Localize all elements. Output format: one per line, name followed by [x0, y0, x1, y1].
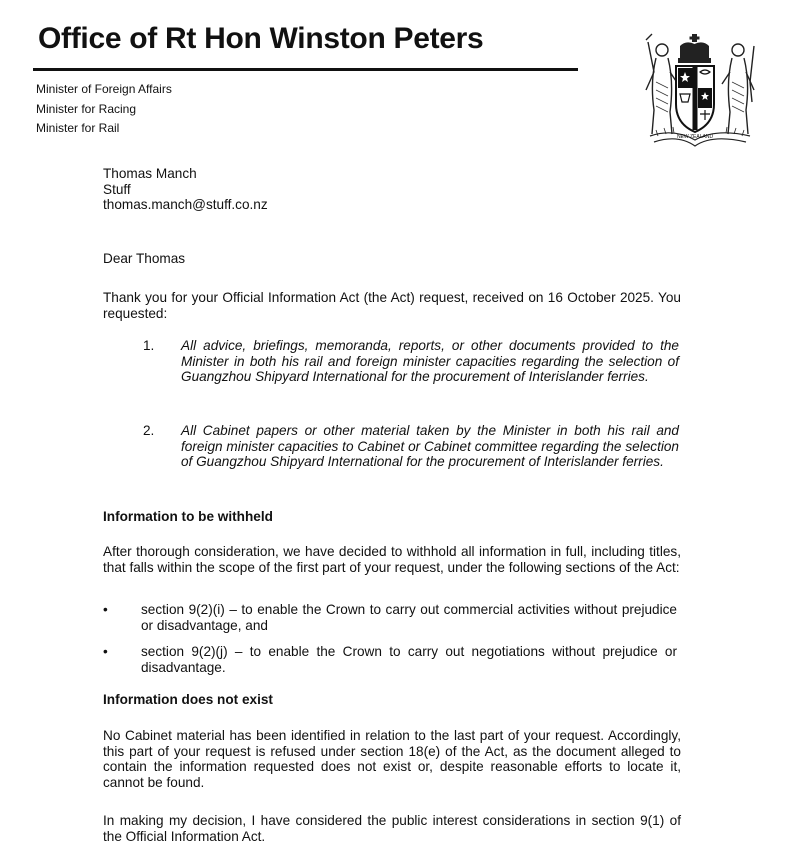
role-foreign-affairs: Minister of Foreign Affairs: [36, 82, 172, 96]
withheld-heading: Information to be withheld: [103, 509, 273, 524]
not-exist-heading: Information does not exist: [103, 692, 273, 707]
bullet-icon: •: [103, 644, 108, 659]
bullet-text: section 9(2)(i) – to enable the Crown to carry out commercial activities without prejudice or disadvantage, and: [141, 602, 677, 633]
role-rail: Minister for Rail: [36, 121, 120, 135]
intro-paragraph: Thank you for your Official Information Act (the Act) request, received on 16 October 2025. You requested:: [103, 290, 681, 321]
title-underline: [33, 68, 578, 71]
role-racing: Minister for Racing: [36, 101, 137, 116]
recipient-name: Thomas Manch: [103, 166, 197, 181]
minister-roles: [36, 80, 172, 139]
not-exist-paragraph: No Cabinet material has been identified in relation to the last part of your request. Accordingly, this part of your request is refused under section 18(e) of the Act, as the document alleged to contain the information requested does not exist or, despite reasonable efforts to locate it, cannot be found.: [103, 728, 681, 790]
request-text: All Cabinet papers or other material taken by the Minister in both his rail and foreign minister capacities to Cabinet or Cabinet committee regarding the selection of Guangzhou Shipyard International for the procurement of Interislander ferries.: [181, 423, 679, 470]
request-text: All advice, briefings, memoranda, reports, or other documents provided to the Minister in both his rail and foreign minister capacities regarding the selection of Guangzhou Shipyard International for the procurement of Interislander ferries.: [181, 338, 679, 385]
bullet-icon: •: [103, 602, 108, 617]
nz-coat-of-arms-icon: [634, 32, 766, 156]
recipient-block: [103, 166, 681, 213]
office-title: Office of Rt Hon Winston Peters: [38, 22, 484, 55]
public-interest-paragraph: In making my decision, I have considered the public interest considerations in section 9(1) of the Official Information Act.: [103, 813, 681, 844]
recipient-email: thomas.manch@stuff.co.nz: [103, 197, 268, 213]
bullet-text: section 9(2)(j) – to enable the Crown to carry out negotiations without prejudice or disadvantage.: [141, 644, 677, 675]
salutation: Dear Thomas: [103, 251, 186, 266]
recipient-organisation: Stuff: [103, 181, 131, 197]
request-number: 2.: [143, 423, 155, 438]
crest-motto: NEW ZEALAND: [676, 134, 714, 140]
withheld-paragraph: After thorough consideration, we have decided to withhold all information in full, including titles, that falls within the scope of the first part of your request, under the following sections of the Act:: [103, 544, 681, 575]
request-number: 1.: [143, 338, 155, 353]
